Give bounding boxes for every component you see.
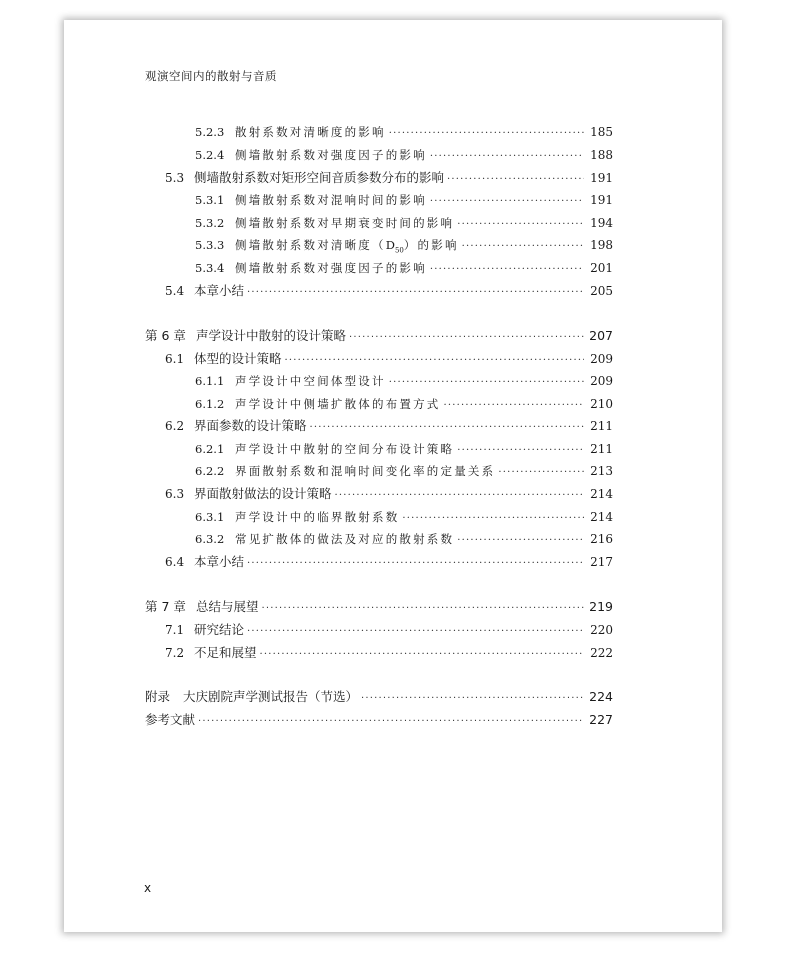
chapter-number: 第 7 章 — [145, 599, 186, 614]
entry-title: 声学设计中空间体型设计 — [235, 374, 386, 388]
chapter-title: 总结与展望 — [196, 599, 259, 614]
entry-title: 体型的设计策略 — [194, 351, 282, 366]
references-page: 227 — [589, 712, 613, 727]
entry-page: 201 — [590, 261, 613, 275]
dot-leader — [402, 511, 584, 527]
toc-chapter-7[interactable] — [145, 599, 613, 617]
entry-title: 本章小结 — [194, 554, 245, 569]
toc-entry-6-2-2[interactable] — [195, 463, 613, 481]
entry-title: 界面散射做法的设计策略 — [194, 486, 332, 501]
entry-page: 220 — [590, 623, 613, 637]
dot-leader — [457, 217, 584, 233]
toc-entry-6-2[interactable] — [165, 418, 613, 436]
toc-entry-5-3-2[interactable] — [195, 215, 613, 233]
appendix-page: 224 — [589, 689, 613, 704]
toc-entry-7-2[interactable] — [165, 645, 613, 663]
dot-leader — [285, 353, 584, 369]
entry-title: 本章小结 — [194, 283, 245, 298]
entry-number: 6.3.2 — [195, 532, 225, 546]
dot-leader — [430, 262, 584, 278]
entry-page: 211 — [590, 442, 613, 456]
entry-page: 214 — [590, 510, 613, 524]
entry-number: 6.2.2 — [195, 464, 225, 478]
entry-page: 211 — [590, 419, 613, 433]
entry-number: 5.4 — [165, 284, 185, 298]
dot-leader — [349, 330, 584, 346]
entry-number: 6.1 — [165, 352, 185, 366]
toc-appendix[interactable] — [145, 689, 613, 707]
dot-leader — [247, 624, 584, 640]
appendix-title: 大庆剧院声学测试报告（节选） — [183, 689, 359, 704]
running-header: 观演空间内的散射与音质 — [145, 69, 277, 83]
entry-page: 209 — [590, 374, 613, 388]
entry-number: 7.2 — [165, 646, 185, 660]
dot-leader — [247, 285, 584, 301]
dot-leader — [430, 149, 584, 165]
toc-entry-5-3[interactable] — [165, 170, 613, 188]
entry-title: 散射系数对清晰度的影响 — [235, 125, 386, 139]
entry-title: 界面散射系数和混响时间变化率的定量关系 — [235, 464, 496, 478]
entry-number: 6.3.1 — [195, 510, 225, 524]
entry-page: 210 — [590, 397, 613, 411]
toc-entry-5-2-4[interactable] — [195, 147, 613, 165]
entry-number: 7.1 — [165, 623, 185, 637]
dot-leader — [444, 398, 585, 414]
entry-number: 6.3 — [165, 487, 185, 501]
table-of-contents — [64, 20, 722, 932]
toc-references[interactable] — [145, 712, 613, 730]
dot-leader — [389, 375, 584, 391]
toc-entry-6-1-1[interactable] — [195, 373, 613, 391]
dot-leader — [457, 533, 584, 549]
chapter-page: 207 — [589, 328, 613, 343]
entry-number: 6.1.1 — [195, 374, 225, 388]
entry-number: 5.3 — [165, 171, 185, 185]
entry-title: 声学设计中散射的空间分布设计策略 — [235, 442, 455, 456]
dot-leader — [430, 194, 584, 210]
entry-title: 常见扩散体的做法及对应的散射系数 — [235, 532, 455, 546]
dot-leader — [247, 556, 584, 572]
entry-page: 191 — [590, 193, 613, 207]
entry-number: 5.2.3 — [195, 125, 225, 139]
toc-entry-6-1-2[interactable] — [195, 396, 613, 414]
dot-leader — [262, 601, 584, 617]
entry-title-end: ）的影响 — [403, 238, 459, 252]
dot-leader — [198, 714, 584, 730]
book-page — [64, 20, 722, 932]
entry-number: 5.3.1 — [195, 193, 225, 207]
entry-page: 217 — [590, 555, 613, 569]
entry-number: 6.2 — [165, 419, 185, 433]
entry-page: 198 — [590, 238, 613, 252]
entry-title: 侧墙散射系数对早期衰变时间的影响 — [235, 216, 455, 230]
entry-page: 216 — [590, 532, 613, 546]
chapter-page: 219 — [589, 599, 613, 614]
toc-entry-6-1[interactable] — [165, 351, 613, 369]
entry-page: 209 — [590, 352, 613, 366]
entry-title: 界面参数的设计策略 — [194, 418, 307, 433]
entry-number: 5.2.4 — [195, 148, 225, 162]
d50-subscript: 50 — [394, 246, 404, 255]
toc-chapter-6[interactable] — [145, 328, 613, 346]
entry-title: 侧墙散射系数对混响时间的影响 — [235, 193, 427, 207]
appendix-label: 附录 — [145, 689, 171, 704]
toc-entry-6-3-2[interactable] — [195, 531, 613, 549]
toc-entry-6-4[interactable] — [165, 554, 613, 572]
entry-page: 188 — [590, 148, 613, 162]
dot-leader — [498, 465, 584, 481]
entry-number: 6.4 — [165, 555, 185, 569]
entry-number: 5.3.2 — [195, 216, 225, 230]
toc-entry-6-2-1[interactable] — [195, 441, 613, 459]
dot-leader — [361, 691, 584, 707]
entry-title: 声学设计中的临界散射系数 — [235, 510, 400, 524]
dot-leader — [457, 443, 584, 459]
entry-title: 侧墙散射系数对矩形空间音质参数分布的影响 — [194, 170, 445, 185]
entry-page: 205 — [590, 284, 613, 298]
d50-letter: D — [385, 238, 395, 252]
entry-title: 声学设计中侧墙扩散体的布置方式 — [235, 397, 441, 411]
page-folio: x — [144, 881, 152, 895]
dot-leader — [260, 647, 584, 663]
toc-entry-6-3[interactable] — [165, 486, 613, 504]
entry-title: 不足和展望 — [194, 645, 257, 660]
toc-entry-5-2-3[interactable] — [195, 124, 613, 142]
entry-title-start: 侧墙散射系数对清晰度（ — [235, 238, 386, 252]
toc-entry-5-3-1[interactable] — [195, 192, 613, 210]
entry-page: 194 — [590, 216, 613, 230]
entry-number: 6.2.1 — [195, 442, 225, 456]
entry-number: 6.1.2 — [195, 397, 225, 411]
toc-entry-5-4[interactable] — [165, 283, 613, 301]
entry-page: 222 — [590, 646, 613, 660]
toc-entry-5-3-3[interactable] — [195, 237, 613, 258]
entry-page: 213 — [590, 464, 613, 478]
entry-number: 5.3.3 — [195, 238, 225, 252]
chapter-title: 声学设计中散射的设计策略 — [196, 328, 347, 343]
entry-page: 191 — [590, 171, 613, 185]
entry-title: 侧墙散射系数对强度因子的影响 — [235, 261, 427, 275]
toc-entry-5-3-4[interactable] — [195, 260, 613, 278]
entry-title: 研究结论 — [194, 622, 245, 637]
dot-leader — [462, 239, 584, 255]
entry-number: 5.3.4 — [195, 261, 225, 275]
entry-title — [235, 237, 459, 258]
entry-page: 214 — [590, 487, 613, 501]
entry-page: 185 — [590, 125, 613, 139]
dot-leader — [310, 420, 584, 436]
dot-leader — [447, 172, 584, 188]
dot-leader — [389, 126, 584, 142]
chapter-number: 第 6 章 — [145, 328, 186, 343]
entry-title: 侧墙散射系数对强度因子的影响 — [235, 148, 427, 162]
references-title: 参考文献 — [145, 712, 196, 727]
toc-entry-7-1[interactable] — [165, 622, 613, 640]
toc-entry-6-3-1[interactable] — [195, 509, 613, 527]
dot-leader — [335, 488, 584, 504]
d50-symbol — [385, 238, 404, 255]
